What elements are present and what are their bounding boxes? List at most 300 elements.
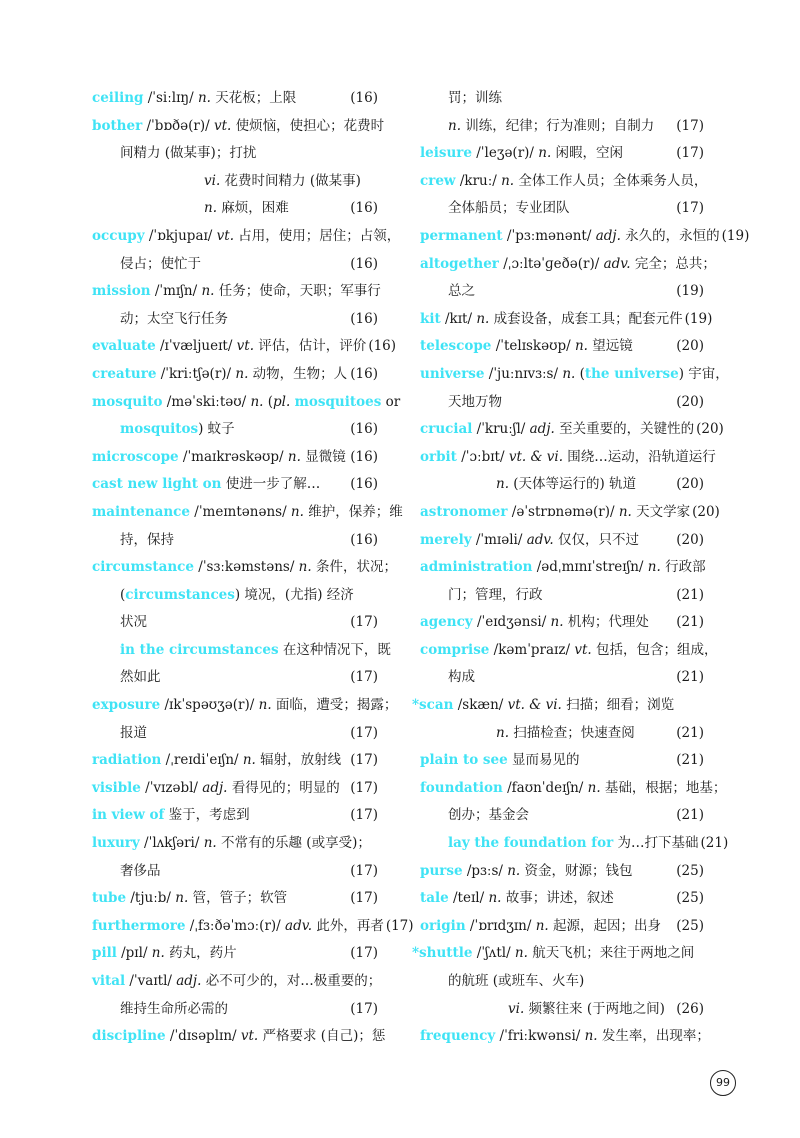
glossary-line bbox=[412, 554, 704, 582]
headword: radiation bbox=[92, 752, 162, 769]
part-of-speech: adj. bbox=[202, 779, 228, 796]
entry-segment: 药丸，药片 bbox=[164, 945, 237, 962]
entry-segment: /ˈvɪzəbl/ bbox=[140, 779, 203, 796]
part-of-speech: n. bbox=[242, 752, 256, 769]
part-of-speech: vt. bbox=[216, 227, 234, 244]
glossary-line bbox=[412, 830, 729, 858]
headword: mission bbox=[92, 283, 151, 300]
entry-text bbox=[420, 637, 717, 665]
entry-text bbox=[92, 471, 348, 499]
entry-segment: 动；太空飞行任务 bbox=[120, 310, 228, 327]
entry-segment: 使烦恼，使担心；花费时 bbox=[231, 117, 385, 134]
entry-text bbox=[448, 113, 674, 141]
unit-reference: (26) bbox=[676, 1000, 704, 1017]
entry-segment: /ˈbɒðə(r)/ bbox=[142, 117, 214, 134]
unit-reference: (20) bbox=[676, 393, 704, 410]
glossary-line bbox=[412, 885, 704, 913]
entry-text bbox=[92, 830, 378, 858]
headword: leisure bbox=[420, 145, 472, 162]
entry-segment: 闲暇，空闲 bbox=[551, 145, 624, 162]
entry-segment: 面临，遭受；揭露； bbox=[271, 697, 398, 714]
entry-segment: /məˈskiːtəʊ/ bbox=[162, 393, 251, 410]
glossary-line bbox=[92, 637, 391, 665]
unit-reference: (20) bbox=[676, 531, 704, 548]
part-of-speech: adv. bbox=[285, 917, 313, 934]
entry-segment: 此外，再者 bbox=[312, 917, 384, 934]
entry-text bbox=[420, 361, 729, 389]
entry-text bbox=[496, 471, 674, 499]
entry-segment: 持，保持 bbox=[120, 531, 174, 548]
unit-reference: (25) bbox=[676, 917, 704, 934]
glossary-line bbox=[412, 306, 713, 334]
glossary-line bbox=[92, 830, 378, 858]
glossary-line bbox=[92, 747, 378, 775]
entry-segment: 扫描检查；快速查阅 bbox=[509, 724, 635, 741]
entry-text bbox=[412, 940, 704, 968]
unit-reference: (17) bbox=[350, 890, 378, 907]
glossary-line bbox=[92, 306, 378, 334]
entry-segment: /ˈmɪəli/ bbox=[471, 531, 527, 548]
entry-segment: /ˈmeɪntənəns/ bbox=[190, 503, 291, 520]
entry-segment: /ədˌmɪnɪˈstreɪʃn/ bbox=[532, 559, 648, 576]
glossary-line bbox=[412, 996, 704, 1024]
entry-segment: 显微镜 bbox=[300, 448, 346, 465]
headword: discipline bbox=[92, 1028, 166, 1045]
entry-segment: /ˈtelɪskəʊp/ bbox=[491, 338, 575, 355]
glossary-line bbox=[92, 471, 378, 499]
entry-text bbox=[448, 664, 674, 692]
glossary-line bbox=[412, 775, 727, 803]
entry-segment: 至关重要的，关键性的 bbox=[554, 421, 695, 438]
unit-reference: (17) bbox=[350, 614, 378, 631]
entry-text bbox=[420, 913, 674, 941]
entry-segment: 报道 bbox=[120, 724, 147, 741]
glossary-line bbox=[92, 996, 378, 1024]
unit-reference: (17) bbox=[350, 1000, 378, 1017]
headword: *shuttle bbox=[412, 945, 473, 962]
headword: exposure bbox=[92, 697, 161, 714]
unit-reference: (25) bbox=[676, 890, 704, 907]
headword: altogether bbox=[420, 255, 499, 272]
glossary-line bbox=[92, 664, 378, 692]
headword: administration bbox=[420, 559, 533, 576]
headword: purse bbox=[420, 862, 463, 879]
part-of-speech: n. bbox=[514, 945, 528, 962]
entry-text bbox=[420, 858, 674, 886]
entry-text bbox=[448, 802, 674, 830]
glossary-line bbox=[92, 885, 378, 913]
entry-segment: 故事；讲述，叙述 bbox=[501, 890, 614, 907]
entry-text bbox=[92, 747, 348, 775]
unit-reference: (16) bbox=[350, 421, 378, 438]
entry-text bbox=[448, 85, 704, 113]
part-of-speech: vt. & vi. bbox=[508, 448, 563, 465]
part-of-speech: n. bbox=[550, 614, 564, 631]
entry-segment: /kɪt/ bbox=[440, 310, 477, 327]
entry-segment: 为…打下基础 bbox=[613, 835, 699, 852]
entry-segment: (天体等运行的) 轨道 bbox=[509, 476, 637, 493]
entry-segment: 维持生命所必需的 bbox=[120, 1000, 228, 1017]
glossary-line bbox=[92, 1023, 386, 1051]
glossary-line bbox=[412, 251, 716, 279]
part-of-speech: n. bbox=[151, 945, 165, 962]
entry-text bbox=[92, 223, 400, 251]
entry-segment: ( bbox=[263, 393, 274, 410]
headword: plain to see bbox=[420, 752, 508, 769]
entry-segment: 望远镜 bbox=[587, 338, 633, 355]
part-of-speech: n. bbox=[287, 448, 301, 465]
entry-text bbox=[92, 940, 348, 968]
headword: astronomer bbox=[420, 503, 508, 520]
entry-segment: /tjuːb/ bbox=[126, 890, 176, 907]
unit-reference: (19) bbox=[684, 310, 713, 327]
unit-reference: (25) bbox=[676, 862, 704, 879]
headword: mosquito bbox=[92, 393, 163, 410]
entry-segment: 资金，财源；钱包 bbox=[520, 862, 633, 879]
glossary-line bbox=[92, 389, 401, 417]
entry-text bbox=[420, 747, 674, 775]
glossary-line bbox=[412, 637, 718, 665]
headword: universe bbox=[420, 365, 485, 382]
entry-text bbox=[420, 306, 683, 334]
entry-segment: 严格要求 (自己)；惩 bbox=[258, 1028, 386, 1045]
part-of-speech: n. bbox=[258, 697, 272, 714]
entry-segment: 机构；代理处 bbox=[563, 614, 649, 631]
headword: lay the foundation for bbox=[448, 835, 614, 852]
entry-text bbox=[92, 444, 348, 472]
entry-segment: 总之 bbox=[448, 283, 475, 300]
unit-reference: (17) bbox=[676, 200, 704, 217]
unit-reference: (17) bbox=[350, 807, 378, 824]
entry-segment: /ˈsɜːkəmstəns/ bbox=[194, 559, 299, 576]
entry-segment: ) 境况，(尤指) 经济 bbox=[234, 586, 354, 603]
headword: maintenance bbox=[92, 503, 190, 520]
glossary-line bbox=[92, 913, 414, 941]
entry-segment: /ˈʃʌtl/ bbox=[472, 945, 515, 962]
part-of-speech: vt. bbox=[574, 641, 592, 658]
glossary-line bbox=[92, 168, 378, 196]
entry-text bbox=[120, 720, 348, 748]
part-of-speech: n. bbox=[298, 559, 312, 576]
glossary-line bbox=[412, 361, 729, 389]
entry-segment: /ˈvaɪtl/ bbox=[125, 973, 177, 989]
part-of-speech: n. bbox=[290, 503, 304, 520]
entry-segment: 鉴于，考虑到 bbox=[164, 807, 250, 824]
part-of-speech: vi. bbox=[204, 172, 221, 189]
entry-segment: /faʊnˈdeɪʃn/ bbox=[502, 779, 588, 796]
glossary-line bbox=[412, 913, 704, 941]
glossary-line bbox=[92, 802, 378, 830]
entry-text bbox=[92, 913, 384, 941]
unit-reference: (21) bbox=[676, 752, 704, 769]
headword: tube bbox=[92, 890, 127, 907]
entry-segment: 围绕…运动，沿轨道运行 bbox=[563, 448, 716, 465]
unit-reference: (16) bbox=[350, 90, 378, 106]
glossary-line bbox=[92, 85, 378, 113]
entry-segment: ) 宇宙， bbox=[678, 365, 729, 382]
unit-reference: (21) bbox=[676, 669, 704, 686]
entry-text bbox=[92, 1023, 385, 1051]
part-of-speech: n. bbox=[587, 779, 601, 796]
part-of-speech: n. bbox=[535, 917, 549, 934]
entry-segment: 频繁往来 (于两地之间) bbox=[524, 1000, 665, 1017]
entry-segment: 基础，根据；地基； bbox=[600, 779, 727, 796]
glossary-line bbox=[92, 140, 378, 168]
entry-segment: /pɜːs/ bbox=[462, 862, 508, 879]
entry-text bbox=[420, 554, 706, 582]
headword: bother bbox=[92, 117, 143, 134]
entry-segment: 行政部 bbox=[660, 559, 706, 576]
entry-text bbox=[448, 278, 674, 306]
entry-text bbox=[92, 278, 381, 306]
headword: creature bbox=[92, 365, 157, 382]
headword: *scan bbox=[412, 697, 454, 714]
entry-segment: 发生率，出现率； bbox=[597, 1028, 710, 1045]
entry-segment: /ˈlʌkʃəri/ bbox=[139, 835, 204, 852]
glossary-line bbox=[92, 278, 381, 306]
headword: orbit bbox=[420, 448, 457, 465]
glossary-column-right bbox=[412, 85, 750, 1051]
entry-segment: 然如此 bbox=[120, 669, 161, 686]
entry-segment: 天花板；上限 bbox=[210, 90, 297, 106]
headword: permanent bbox=[420, 227, 503, 244]
entry-text bbox=[120, 858, 348, 886]
glossary-line bbox=[92, 609, 378, 637]
headword: evaluate bbox=[92, 338, 156, 355]
entry-segment: /ˈsiːlɪŋ/ bbox=[143, 90, 198, 106]
entry-text bbox=[120, 996, 348, 1024]
entry-segment: 不常有的乐趣 (或享受)； bbox=[216, 835, 371, 852]
entry-text bbox=[92, 499, 403, 527]
unit-reference: (21) bbox=[676, 614, 704, 631]
entry-segment: 完全；总共； bbox=[630, 255, 716, 272]
entry-segment: 包括，包含；组成， bbox=[591, 641, 718, 658]
entry-text bbox=[420, 168, 707, 196]
entry-text bbox=[92, 968, 381, 996]
entry-segment: 侵占；使忙于 bbox=[120, 255, 201, 272]
headword: agency bbox=[420, 614, 473, 631]
glossary-line bbox=[412, 802, 704, 830]
glossary-line bbox=[412, 140, 704, 168]
entry-text bbox=[92, 885, 348, 913]
entry-segment: /ˈmaɪkrəskəʊp/ bbox=[178, 448, 288, 465]
entry-segment: ) 蚊子 bbox=[198, 421, 235, 438]
glossary-line bbox=[412, 940, 704, 968]
unit-reference: (20) bbox=[692, 503, 720, 520]
entry-segment: /ɪkˈspəʊʒə(r)/ bbox=[160, 697, 259, 714]
entry-segment: 看得见的；明显的 bbox=[227, 779, 340, 796]
entry-segment: /teɪl/ bbox=[448, 890, 489, 907]
entry-segment: 维护，保养；维 bbox=[303, 503, 403, 520]
glossary-line bbox=[412, 1023, 710, 1051]
part-of-speech: vt. bbox=[236, 338, 255, 355]
entry-segment: /ˈkruːʃl/ bbox=[472, 421, 530, 438]
glossary-line bbox=[412, 333, 704, 361]
entry-segment: /ˈɒkjupaɪ/ bbox=[144, 227, 217, 244]
entry-text bbox=[420, 885, 674, 913]
part-of-speech: n. bbox=[235, 365, 249, 382]
unit-reference: (17) bbox=[350, 752, 378, 769]
entry-segment: 奢侈品 bbox=[120, 862, 161, 879]
headword: occupy bbox=[92, 227, 145, 244]
entry-text bbox=[508, 996, 674, 1024]
part-of-speech: n. bbox=[175, 890, 189, 907]
part-of-speech: n. bbox=[501, 172, 515, 189]
unit-reference: (20) bbox=[696, 421, 724, 438]
entry-segment: 永久的，永恒的 bbox=[620, 227, 720, 244]
entry-segment: /ˈleʒə(r)/ bbox=[471, 145, 539, 162]
part-of-speech: adj. bbox=[529, 421, 555, 438]
entry-text bbox=[420, 609, 674, 637]
part-of-speech: n. bbox=[201, 283, 215, 300]
headword: visible bbox=[92, 779, 141, 796]
part-of-speech: pl. bbox=[273, 393, 291, 410]
part-of-speech: n. bbox=[476, 310, 490, 327]
entry-segment: 扫描；细看；浏览 bbox=[561, 697, 675, 714]
glossary-line bbox=[412, 85, 704, 113]
unit-reference: (17) bbox=[350, 945, 378, 962]
unit-reference: (21) bbox=[700, 835, 729, 852]
glossary-line bbox=[92, 858, 378, 886]
glossary-line bbox=[92, 444, 378, 472]
entry-segment: 动物，生物；人 bbox=[248, 365, 348, 382]
unit-reference: (16) bbox=[350, 310, 378, 327]
headword: telescope bbox=[420, 338, 492, 355]
glossary-line bbox=[412, 858, 704, 886]
entry-segment: 起源，起因；出身 bbox=[548, 917, 662, 934]
entry-segment: /ɪˈvæljueɪt/ bbox=[155, 338, 237, 355]
headword: merely bbox=[420, 531, 472, 548]
entry-text bbox=[120, 416, 348, 444]
entry-text bbox=[92, 692, 397, 720]
entry-text bbox=[92, 361, 348, 389]
entry-text bbox=[420, 223, 720, 251]
glossary-line bbox=[412, 113, 704, 141]
headword: circumstance bbox=[92, 559, 194, 576]
entry-text bbox=[420, 775, 726, 803]
entry-text bbox=[420, 499, 690, 527]
part-of-speech: n. bbox=[496, 724, 509, 741]
headword: the universe bbox=[584, 365, 679, 382]
entry-segment: /ˈeɪdʒənsi/ bbox=[472, 614, 551, 631]
unit-reference: (19) bbox=[676, 283, 704, 300]
entry-segment: 管，管子；软管 bbox=[188, 890, 288, 907]
part-of-speech: n. bbox=[488, 890, 502, 907]
headword: comprise bbox=[420, 641, 490, 658]
entry-segment: or bbox=[381, 393, 401, 410]
glossary-line bbox=[92, 195, 378, 223]
entry-text bbox=[120, 637, 391, 665]
unit-reference: (17) bbox=[350, 669, 378, 686]
headword: luxury bbox=[92, 835, 140, 852]
glossary-line bbox=[412, 389, 704, 417]
glossary-line bbox=[412, 223, 750, 251]
glossary-line bbox=[92, 554, 397, 582]
glossary-line bbox=[412, 416, 724, 444]
glossary-line bbox=[412, 444, 716, 472]
entry-segment: /pɪl/ bbox=[116, 945, 152, 962]
entry-text bbox=[204, 168, 378, 196]
glossary-line bbox=[412, 968, 704, 996]
unit-reference: (16) bbox=[368, 338, 397, 355]
entry-segment: ( bbox=[575, 365, 585, 382]
glossary-line bbox=[412, 195, 704, 223]
glossary-line bbox=[92, 940, 378, 968]
glossary-line bbox=[412, 664, 704, 692]
entry-text bbox=[92, 333, 366, 361]
unit-reference: (20) bbox=[676, 476, 704, 493]
unit-reference: (17) bbox=[350, 779, 378, 796]
unit-reference: (21) bbox=[676, 724, 704, 741]
entry-text bbox=[448, 830, 699, 858]
unit-reference: (16) bbox=[350, 255, 378, 272]
entry-segment: /ˈɔːbɪt/ bbox=[456, 448, 509, 465]
entry-segment: 仅仅，只不过 bbox=[553, 531, 640, 548]
glossary-line bbox=[92, 720, 378, 748]
part-of-speech: vi. bbox=[508, 1000, 525, 1017]
unit-reference: (21) bbox=[676, 586, 704, 603]
entry-text bbox=[120, 664, 348, 692]
headword: crew bbox=[420, 172, 456, 189]
entry-text bbox=[412, 692, 704, 720]
headword: crucial bbox=[420, 421, 473, 438]
entry-text bbox=[448, 195, 674, 223]
part-of-speech: n. bbox=[584, 1028, 598, 1045]
glossary-line bbox=[412, 720, 704, 748]
glossary-line bbox=[412, 278, 704, 306]
headword: circumstances bbox=[125, 586, 235, 603]
entry-text bbox=[92, 554, 397, 582]
entry-segment: 全体工作人员；全体乘务人员， bbox=[514, 172, 708, 189]
entry-text bbox=[420, 333, 674, 361]
part-of-speech: adv. bbox=[603, 255, 631, 272]
entry-segment: 间精力 (做某事)；打扰 bbox=[120, 145, 257, 162]
entry-segment: 天地万物 bbox=[448, 393, 502, 410]
entry-text bbox=[420, 251, 716, 279]
glossary-line bbox=[92, 582, 378, 610]
entry-text bbox=[420, 444, 716, 472]
glossary-line bbox=[92, 692, 398, 720]
entry-text bbox=[420, 1023, 710, 1051]
entry-segment: 构成 bbox=[448, 669, 475, 686]
headword: furthermore bbox=[92, 917, 186, 934]
entry-text bbox=[92, 85, 348, 113]
part-of-speech: vt. bbox=[240, 1028, 259, 1045]
entry-segment: /skæn/ bbox=[453, 697, 508, 714]
entry-text bbox=[92, 802, 348, 830]
glossary-line bbox=[92, 113, 385, 141]
entry-text bbox=[120, 609, 348, 637]
part-of-speech: n. bbox=[574, 338, 588, 355]
entry-segment: 辐射，放射线 bbox=[255, 752, 342, 769]
entry-segment: 训练，纪律；行为准则；自制力 bbox=[461, 117, 655, 134]
glossary-line bbox=[92, 361, 378, 389]
glossary-column-left bbox=[92, 85, 414, 1051]
unit-reference: (20) bbox=[676, 338, 704, 355]
headword: origin bbox=[420, 917, 466, 934]
entry-text bbox=[92, 775, 348, 803]
entry-segment: /kəmˈpraɪz/ bbox=[489, 641, 575, 658]
entry-segment: 显而易见的 bbox=[507, 752, 580, 769]
headword: frequency bbox=[420, 1028, 496, 1045]
unit-reference: (17) bbox=[350, 862, 378, 879]
unit-reference: (19) bbox=[721, 227, 750, 244]
entry-text bbox=[92, 389, 400, 417]
headword: kit bbox=[420, 310, 441, 327]
entry-segment: /ˌɔːltəˈɡeðə(r)/ bbox=[498, 255, 604, 272]
entry-text bbox=[448, 968, 704, 996]
entry-segment: 使进一步了解… bbox=[221, 476, 321, 493]
